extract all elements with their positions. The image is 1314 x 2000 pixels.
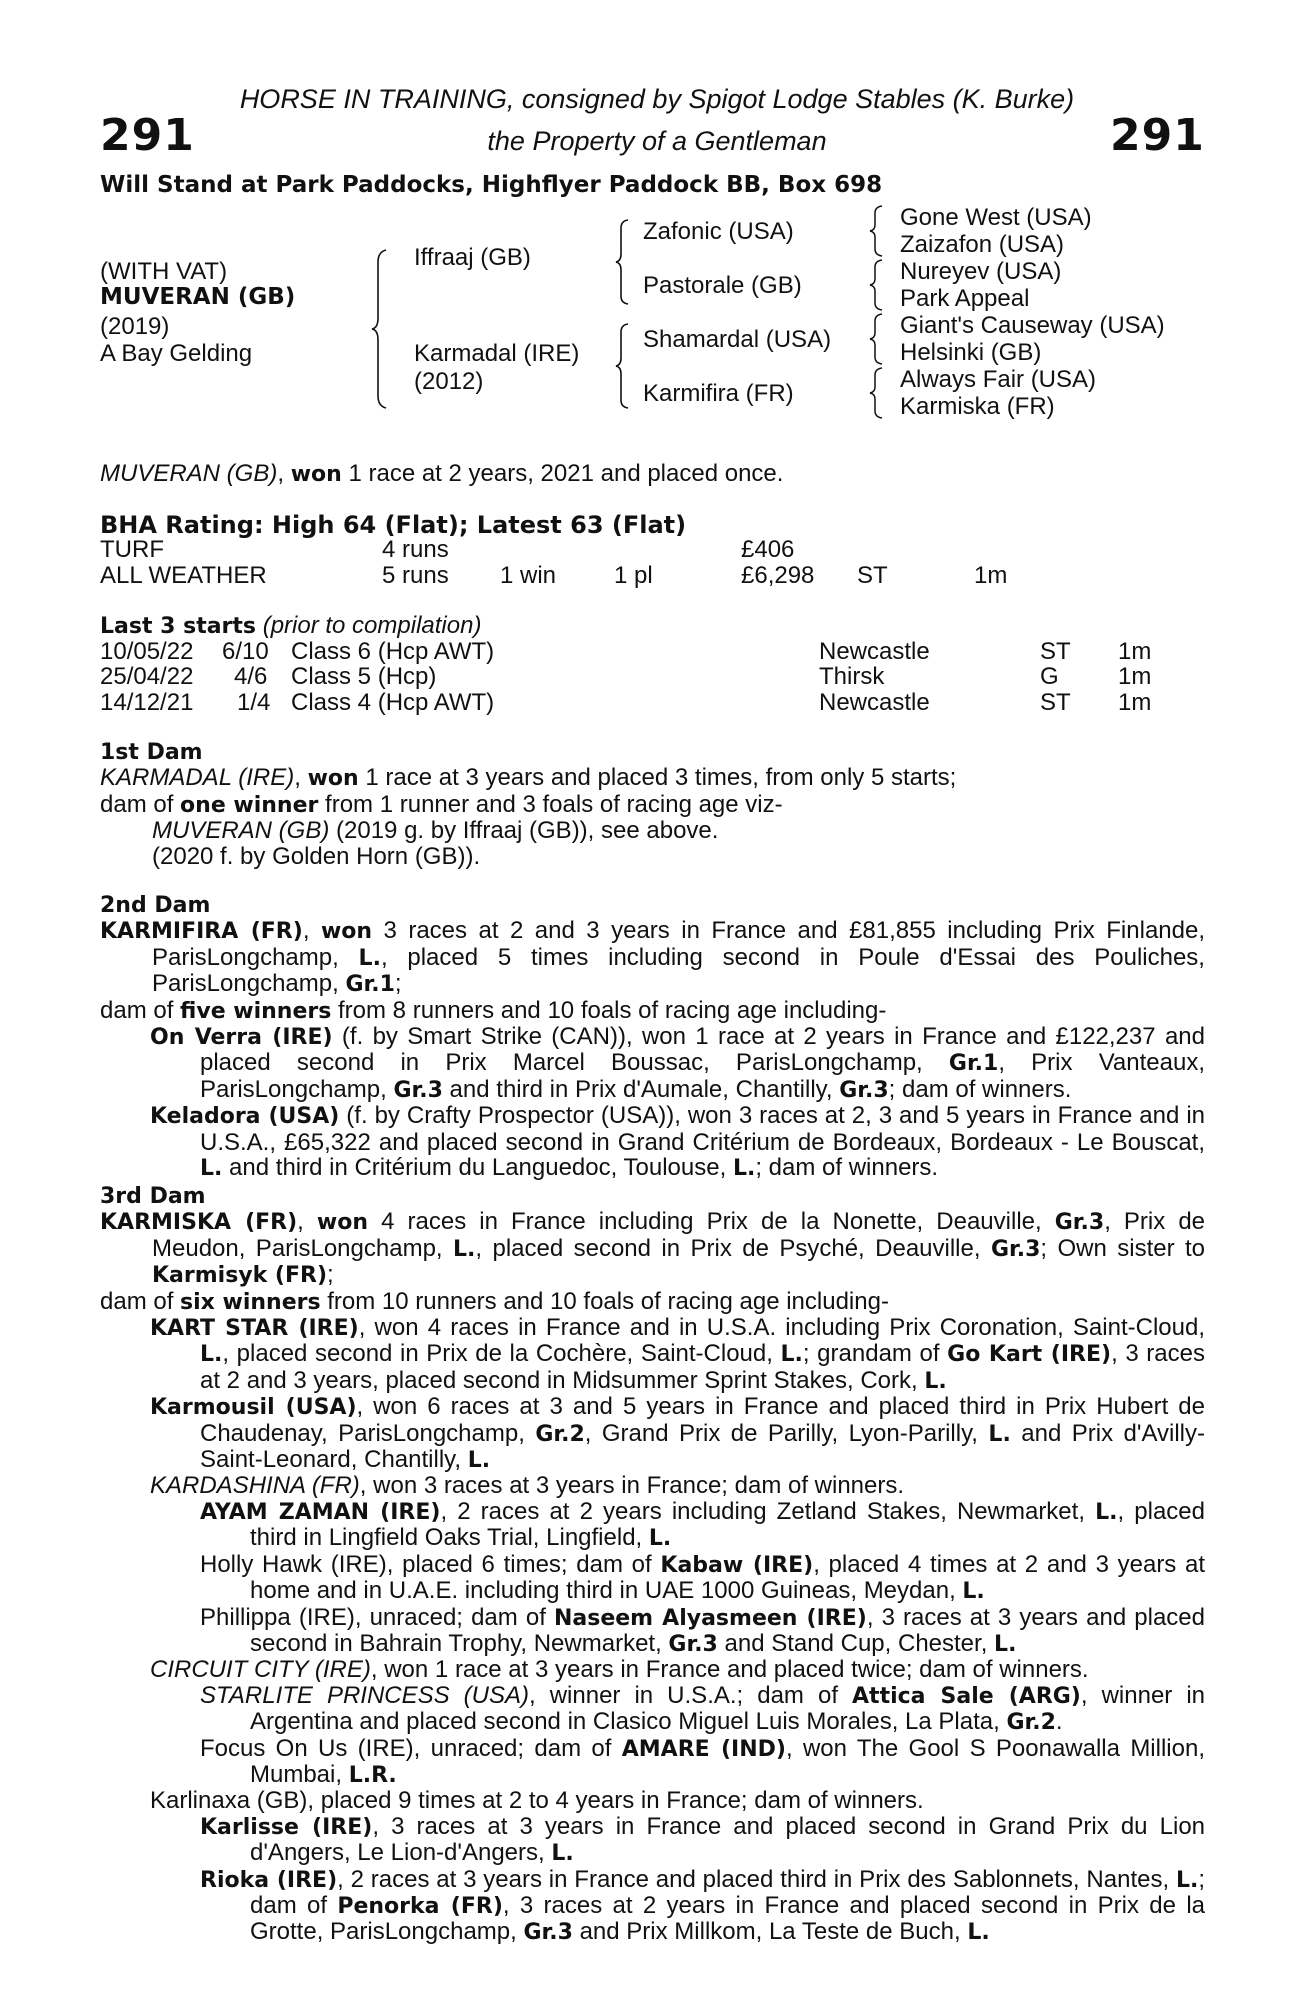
- lot-number-right: 291: [1110, 110, 1205, 161]
- lot-number-left: 291: [100, 110, 195, 161]
- section-heading: 3rd Dam: [100, 1184, 206, 1209]
- catalogue-page: 291 291 HORSE IN TRAINING, consigned by Spigot Lodge Stables (K. Burke) the Property of a Gentleman Will Stand at Park Paddocks, Highflyer Paddock BB, Box 698 (WITH VAT) MUVERAN (GB) (2019) A Bay Gelding Iffraaj (GB) Karmadal (IRE) (2012) Zafonic (USA) Pastorale (GB) Shamardal (USA) Karmifira (FR) Gone West (USA) Zaizafon (USA) Nureyev (USA) Park Appeal Giant's Causeway (USA) Helsinki (GB) Always Fair (USA) Karmiska (FR) MUVERAN (GB), won 1 race at 2 years, 2021 and placed once. BHA Rating: High 64 (Flat); Latest 63 (Flat) TURF 4 runs £406 ALL WEATHER 5 runs 1 win 1 pl £6,298 ST 1m Last 3 starts (prior to compilation) 10/05/22 6/10 Class 6 (Hcp AWT) Newcastle ST 1m 25/04/22 4/6 Class 5 (Hcp) Thirsk G 1m 14/12/21 1/4 Class 4 (Hcp AWT) Newcastle ST 1m 1st Dam KARMADAL (IRE), won 1 race at 3 years and placed 3 times, from only 5 starts; dam of one winner from 1 runner and 3 foals of racing age viz- MUVERAN (GB) (2019 g. by Iffraaj (GB)), see above. (2020 f. by Golden Horn (GB)). 2nd Dam KARMIFIRA (FR), won 3 races at 2 and 3 years in France and £81,855 including Prix Finlande, ParisLongchamp, L., placed 5 times including second in Poule d'Essai des Pouliches, ParisLongchamp, Gr.1; dam of five winners from 8 runners and 10 foals of racing age including- On Verra (IRE) (f. by Smart Strike (CAN)), won 1 race at 2 years in France and £122,237 and placed second in Prix Marcel Boussac, ParisLongchamp, Gr.1, Prix Vanteaux, ParisLongchamp, Gr.3 and third in Prix d'Aumale, Chantilly, Gr.3; dam of winners. Keladora (USA) (f. by Crafty Prospector (USA)), won 3 races at 2, 3 and 5 years in France and in U.S.A., £65,322 and placed second in Grand Critérium de Bordeaux, Bordeaux - Le Bouscat, L. and third in Critérium du Languedoc, Toulouse, L.; dam of winners. 3rd Dam KARMISKA (FR), won 4 races in France including Prix de la Nonette, Deauville, Gr.3, Prix de Meudon, ParisLongchamp, L., placed second in Prix de Psyché, Deauville, Gr.3; Own sister to Karmisyk (FR); dam of six winners from 10 runners and 10 foals of racing age including- KART STAR (IRE), won 4 races in France and in U.S.A. including Prix Coronation, Saint-Cloud, L., placed second in Prix de la Cochère, Saint-Cloud, L.; grandam of Go Kart (IRE), 3 races at 2 and 3 years, placed second in Midsummer Sprint Stakes, Cork, L. Karmousil (USA), won 6 races at 3 and 5 years in France and placed third in Prix Hubert de Chaudenay, ParisLongchamp, Gr.2, Grand Prix de Parilly, Lyon-Parilly, L. and Prix d'Avilly-Saint-Leonard, Chantilly, L. KARDASHINA (FR), won 3 races at 3 years in France; dam of winners. AYAM ZAMAN (IRE), 2 races at 2 years including Zetland Stakes, Newmarket, L., placed third in Lingfield Oaks Trial, Lingfield, L. Holly Hawk (IRE), placed 6 times; dam of Kabaw (IRE), placed 4 times at 2 and 3 years at home and in U.A.E. including third in UAE 1000 Guineas, Meydan, L. Phillippa (IRE), unraced; dam of Naseem Alyasmeen (IRE), 3 races at 3 years and placed second in Bahrain Trophy, Newmarket, Gr.3 and Stand Cup, Chester, L. CIRCUIT CITY (IRE), won 1 race at 3 years in France and placed twice; dam of winners. STARLITE PRINCESS (USA), winner in U.S.A.; dam of Attica Sale (ARG), winner in Argentina and placed second in Clasico Miguel Luis Morales, La Plata, Gr.2. Focus On Us (IRE), unraced; dam of AMARE (IND), won The Gool S Poonawalla Million, Mumbai, L.R. Karlinaxa (GB), placed 9 times at 2 to 4 years in France; dam of winners. Karlisse (IRE), 3 races at 3 years in France and placed second in Grand Prix du Lion d'Angers, Le Lion-d'Angers, L. Rioka (IRE), 2 races at 3 years in France and placed third in Prix des Sablonnets, Nantes, L.; dam of Penorka (FR), 3 races at 2 years in France and placed second in Prix de la Grotte, ParisLongchamp, Gr.3 and Prix Millkom, La Teste de Buch, L.: [0, 0, 1314, 2000]
- third-dam-section: 3rd Dam KARMISKA (FR), won 4 races in France including Prix de la Nonette, Deauville, Gr.3, Prix de Meudon, ParisLongchamp, L., placed second in Prix de Psyché, Deauville, Gr.3; Own sister to Karmisyk (FR); dam of six winners from 10 runners and 10 foals of racing age including- KART STAR (IRE), won 4 races in France and in U.S.A. including Prix Coronation, Saint-Cloud, L., placed second in Prix de la Cochère, Saint-Cloud, L.; grandam of Go Kart (IRE), 3 races at 2 and 3 years, placed second in Midsummer Sprint Stakes, Cork, L. Karmousil (USA), won 6 races at 3 and 5 years in France and placed third in Prix Hubert de Chaudenay, ParisLongchamp, Gr.2, Grand Prix de Parilly, Lyon-Parilly, L. and Prix d'Avilly-Saint-Leonard, Chantilly, L. KARDASHINA (FR), won 3 races at 3 years in France; dam of winners. AYAM ZAMAN (IRE), 2 races at 2 years including Zetland Stakes, Newmarket, L., placed third in Lingfield Oaks Trial, Lingfield, L. Holly Hawk (IRE), placed 6 times; dam of Kabaw (IRE), placed 4 times at 2 and 3 years at home and in U.A.E. including third in UAE 1000 Guineas, Meydan, L. Phillippa (IRE), unraced; dam of Naseem Alyasmeen (IRE), 3 races at 3 years and placed second in Bahrain Trophy, Newmarket, Gr.3 and Stand Cup, Chester, L. CIRCUIT CITY (IRE), won 1 race at 3 years in France and placed twice; dam of winners. STARLITE PRINCESS (USA), winner in U.S.A.; dam of Attica Sale (ARG), winner in Argentina and placed second in Clasico Miguel Luis Morales, La Plata, Gr.2. Focus On Us (IRE), unraced; dam of AMARE (IND), won The Gool S Poonawalla Million, Mumbai, L.R. Karlinaxa (GB), placed 9 times at 2 to 4 years in France; dam of winners. Karlisse (IRE), 3 races at 3 years in France and placed second in Grand Prix du Lion d'Angers, Le Lion-d'Angers, L. Rioka (IRE), 2 races at 3 years in France and placed third in Prix des Sablonnets, Nantes, L.; dam of Penorka (FR), 3 races at 2 years in France and placed second in Prix de la Grotte, ParisLongchamp, Gr.3 and Prix Millkom, La Teste de Buch, L.: [100, 1184, 1206, 1946]
- consignor-line: HORSE IN TRAINING, consigned by Spigot Lodge Stables (K. Burke): [239, 84, 1075, 114]
- horse-year: (2019): [100, 313, 170, 340]
- first-dam-section: 1st Dam KARMADAL (IRE), won 1 race at 3 years and placed 3 times, from only 5 starts; dam of one winner from 1 runner and 3 foals of racing age viz- MUVERAN (GB) (2019 g. by Iffraaj (GB)), see above. (2020 f. by Golden Horn (GB)).: [100, 740, 1205, 869]
- dam-dam: Karmifira (FR): [643, 380, 794, 407]
- sire: Iffraaj (GB): [414, 244, 531, 271]
- sire-dam: Pastorale (GB): [643, 272, 802, 299]
- dam: Karmadal (IRE): [414, 340, 580, 367]
- section-heading: 1st Dam: [100, 740, 203, 765]
- ancestor: Always Fair (USA): [900, 366, 1097, 393]
- pedigree-brace-sire: [614, 218, 634, 306]
- section-heading: 2nd Dam: [100, 893, 211, 918]
- pedigree-brace-g3: [868, 312, 888, 366]
- pedigree-brace-main: [370, 248, 392, 410]
- property-line: the Property of a Gentleman: [487, 126, 827, 156]
- sire-sire: Zafonic (USA): [643, 218, 794, 245]
- stand-location: Will Stand at Park Paddocks, Highflyer Paddock BB, Box 698: [100, 172, 883, 198]
- ancestor: Zaizafon (USA): [900, 231, 1065, 258]
- dam-sire: Shamardal (USA): [643, 326, 832, 353]
- race-summary: MUVERAN (GB), won 1 race at 2 years, 2021 and placed once.: [100, 460, 784, 487]
- pedigree-brace-g4: [868, 366, 888, 420]
- horse-description: A Bay Gelding: [100, 340, 253, 367]
- second-dam-section: 2nd Dam KARMIFIRA (FR), won 3 races at 2 and 3 years in France and £81,855 including Prix Finlande, ParisLongchamp, L., placed 5 times including second in Poule d'Essai des Pouliches, ParisLongchamp, Gr.1; dam of five winners from 8 runners and 10 foals of racing age including- On Verra (IRE) (f. by Smart Strike (CAN)), won 1 race at 2 years in France and £122,237 and placed second in Prix Marcel Boussac, ParisLongchamp, Gr.1, Prix Vanteaux, ParisLongchamp, Gr.3 and third in Prix d'Aumale, Chantilly, Gr.3; dam of winners. Keladora (USA) (f. by Crafty Prospector (USA)), won 3 races at 2, 3 and 5 years in France and in U.S.A., £65,322 and placed second in Grand Critérium de Bordeaux, Bordeaux - Le Bouscat, L. and third in Critérium du Languedoc, Toulouse, L.; dam of winners.: [100, 893, 1206, 1182]
- ancestor: Giant's Causeway (USA): [900, 312, 1165, 339]
- ancestor: Nureyev (USA): [900, 258, 1062, 285]
- ancestor: Park Appeal: [900, 285, 1030, 312]
- ancestor: Karmiska (FR): [900, 393, 1055, 420]
- ancestor: Helsinki (GB): [900, 339, 1042, 366]
- last-starts-title: Last 3 starts (prior to compilation): [100, 612, 482, 639]
- bha-rating-title: BHA Rating: High 64 (Flat); Latest 63 (Flat): [100, 511, 687, 539]
- vat-note: (WITH VAT): [100, 258, 228, 285]
- pedigree-brace-g2: [868, 258, 888, 312]
- ancestor: Gone West (USA): [900, 204, 1092, 231]
- dam-year: (2012): [414, 368, 484, 395]
- pedigree-brace-dam: [614, 322, 634, 410]
- pedigree-brace-g1: [868, 204, 888, 258]
- horse-name: MUVERAN (GB): [100, 284, 296, 310]
